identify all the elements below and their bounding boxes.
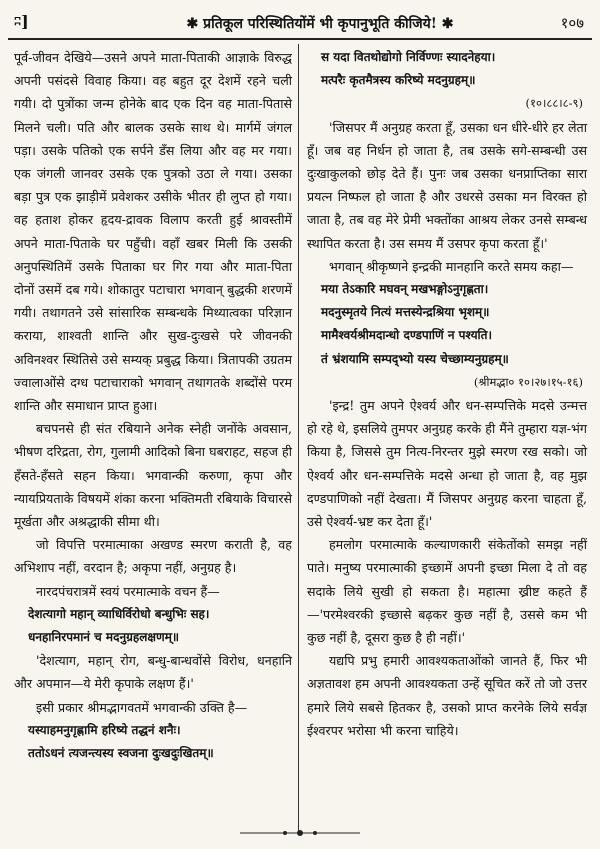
paragraph: बचपनसे ही संत रबियाने अनेक स्नेही जनोंके अवसान, भीषण दरिद्रता, रोग, गुलामी आदिको बिना घबराहट, सहज ही हँसते-हँसते सहन किया। भगवान्की करुणा, कृपा और न्यायप्रियताके विषयमें शंका करना भक्तिमती रबियाके विचारसे मूर्खता और अश्रद्धाकी सीमा थी। [14,421,292,530]
paragraph: इसी प्रकार श्रीमद्भागवतमें भगवान्की उक्ति है— [36,699,248,715]
paragraph: पूर्व-जीवन देखिये—उसने अपने माता-पिताकी आज्ञाके विरुद्ध अपनी पसंदसे विवाह किया। वह बहुत दूर देशमें रहने चली गयी। दो पुत्रोंका जन्म होनेके बाद एक दिन वह माता-पितासे मिलने चली। पति और बालक उसके साथ थे। मार्गमें जंगल पड़ा। उसके पतिको एक सर्पने डँस लिया और वह मर गया। एक जंगली जानवर उसके एक पुत्रको उठा ले गया। उसका बड़ा पुत्र एक झाड़ीमें प्रवेशकर उसीके भीतर ही लुप्त हो गया। वह हताश होकर हृदय-द्रावक विलाप करती हुई श्रावस्तीमें अपने माता-पिताके घर पहुँची। वहाँ खबर मिली कि उसकी अनुपस्थितिमें उसके पिताका घर गिर गया और माता-पिता दोनों उसमें दब गये। शोकातुर पटाचारा भगवान् बुद्धकी शरणमें गयी। तथागतने उसे सांसारिक सम्बन्धके मिथ्यात्वका परिज्ञान कराया, शाश्वती शान्ति और सुख-दुःखसे परे जीवनकी अविनश्वर स्थितिसे उसे सम्यक् प्रबुद्ध किया। त्रितापकी उग्रतम ज्वालाओंसे दग्ध पटाचाराको भगवान् तथागतके शब्दोंसे परम शान्ति और समाधान प्राप्त हुआ। [14,50,292,414]
left-column [14,46,292,829]
header-badge: ʭ] [14,12,29,31]
verse-translation: 'देशत्याग, महान् रोग, बन्धु-बान्धवोंसे विरोध, धनहानि और अपमान—ये मेरी कृपाके लक्षण हैं।' [14,653,292,692]
column-divider [298,44,299,831]
verse-reference: (१०।८८।८-९) [525,96,583,111]
right-column [307,46,587,829]
verse-line: धनहानिरपमानं च मदनुग्रहलक्षणम्॥ [28,630,180,645]
paragraph: नारदपंचरात्रमें स्वयं परमात्माके वचन हैं— [36,583,220,599]
verse-line: ततोऽधनं त्यजन्त्यस्य स्वजना दुःखदुःखितम्॥ [28,746,214,761]
footer-ornament [240,828,360,841]
verse-line: मया तेऽकारि मघवन् मखभङ्गोऽनुगृह्णता। [321,282,489,297]
verse-line: मामैश्वर्यश्रीमदान्धो दण्डपाणिं न पश्यति। [321,328,493,343]
paragraph: जो विपत्ति परमात्माका अखण्ड स्मरण कराती है, वह अभिशाप नहीं, वरदान है; अकृपा नहीं, अनुग्रह है। [14,537,292,576]
verse-line: मत्परैः कृतमैत्रस्य करिष्ये मदनुग्रहम्॥ [321,73,476,88]
header-title: ✱ प्रतिकूल परिस्थितियोंमें भी कृपानुभूति कीजिये! ✱ [186,16,454,32]
verse-line: मदनुस्मृतये नित्यं मत्तस्येन्द्रश्रिया भृशम्॥ [321,305,490,320]
header-rule [8,38,592,40]
paragraph: यद्यपि प्रभु हमारी आवश्यकताओंको जानते हैं, फिर भी अज्ञतावश हम अपनी आवश्यकता उन्हें सूचित करें तो जो उत्तर हमारे लिये सबसे हितकर है, उसको प्राप्त करनेके लिये सर्वज्ञ ईश्वरपर भरोसा भी करना चाहिये। [307,653,587,738]
paragraph: भगवान् श्रीकृष्णने इन्द्रकी मानहानि करते समय कहा— [329,258,574,274]
verse-reference: (श्रीमद्भा० १०।२७।१५-१६) [473,374,583,389]
paragraph: हमलोग परमात्माके कल्याणकारी संकेतोंको समझ नहीं पाते। मनुष्य परमात्माकी इच्छामें अपनी इच्छा मिला दे तो वह सदाके लिये सुखी हो सकता है। महात्मा ख्रीष्ट कहते हैं—'परमेश्वरकी इच्छासे बढ़कर कुछ नहीं है, उससे कम भी कुछ नहीं है, दूसरा कुछ है ही नहीं।' [307,537,587,646]
verse-line: तं भ्रंशयामि सम्पद्‌भ्यो यस्य चेच्छाम्यनुग्रहम्॥ [321,351,509,366]
verse-line: देशत्यागो महान् व्याधिर्विरोधो बन्धुभिः सह। [28,606,210,621]
verse-line: यस्याहमनुगृह्णामि हरिष्ये तद्धनं शनैः। [28,722,181,737]
verse-line: स यदा वितथोद्योगो निर्विण्णः स्यादनेहया। [321,50,496,64]
ornament-icon [240,828,360,838]
paragraph: 'इन्द्र! तुम अपने ऐश्वर्य और धन-सम्पत्तिके मदसे उन्मत्त हो रहे थे, इसलिये तुमपर अनुग्रह करके ही मैंने तुम्हारा यज्ञ-भंग किया है, जिससे तुम नित्य-निरन्तर मुझे स्मरण रख सको। जो ऐश्वर्य और धन-सम्पत्तिके मदसे अन्धा हो जाता है, वह मुझ दण्डपाणिको नहीं देखता। मैं जिसपर अनुग्रह करना चाहता हूँ, उसे ऐश्वर्य-भ्रष्ट कर देता हूँ।' [307,398,587,530]
page-header [10,8,590,36]
page-number: १०७ [560,14,584,32]
paragraph: 'जिसपर मैं अनुग्रह करता हूँ, उसका धन धीरे-धीरे हर लेता हूँ। जब वह निर्धन हो जाता है, तब उसके सगे-सम्बन्धी उस दुःखाकुलको छोड़ देते हैं। पुनः जब उसका धनप्राप्तिका सारा प्रयत्न निष्फल हो जाता है और उधरसे उसका मन विरक्त हो जाता है, तब वह मेरे प्रेमी भक्तोंका आश्रय लेकर उनसे सम्बन्ध स्थापित करता है। उस समय मैं उसपर कृपा करता हूँ।' [307,119,587,251]
